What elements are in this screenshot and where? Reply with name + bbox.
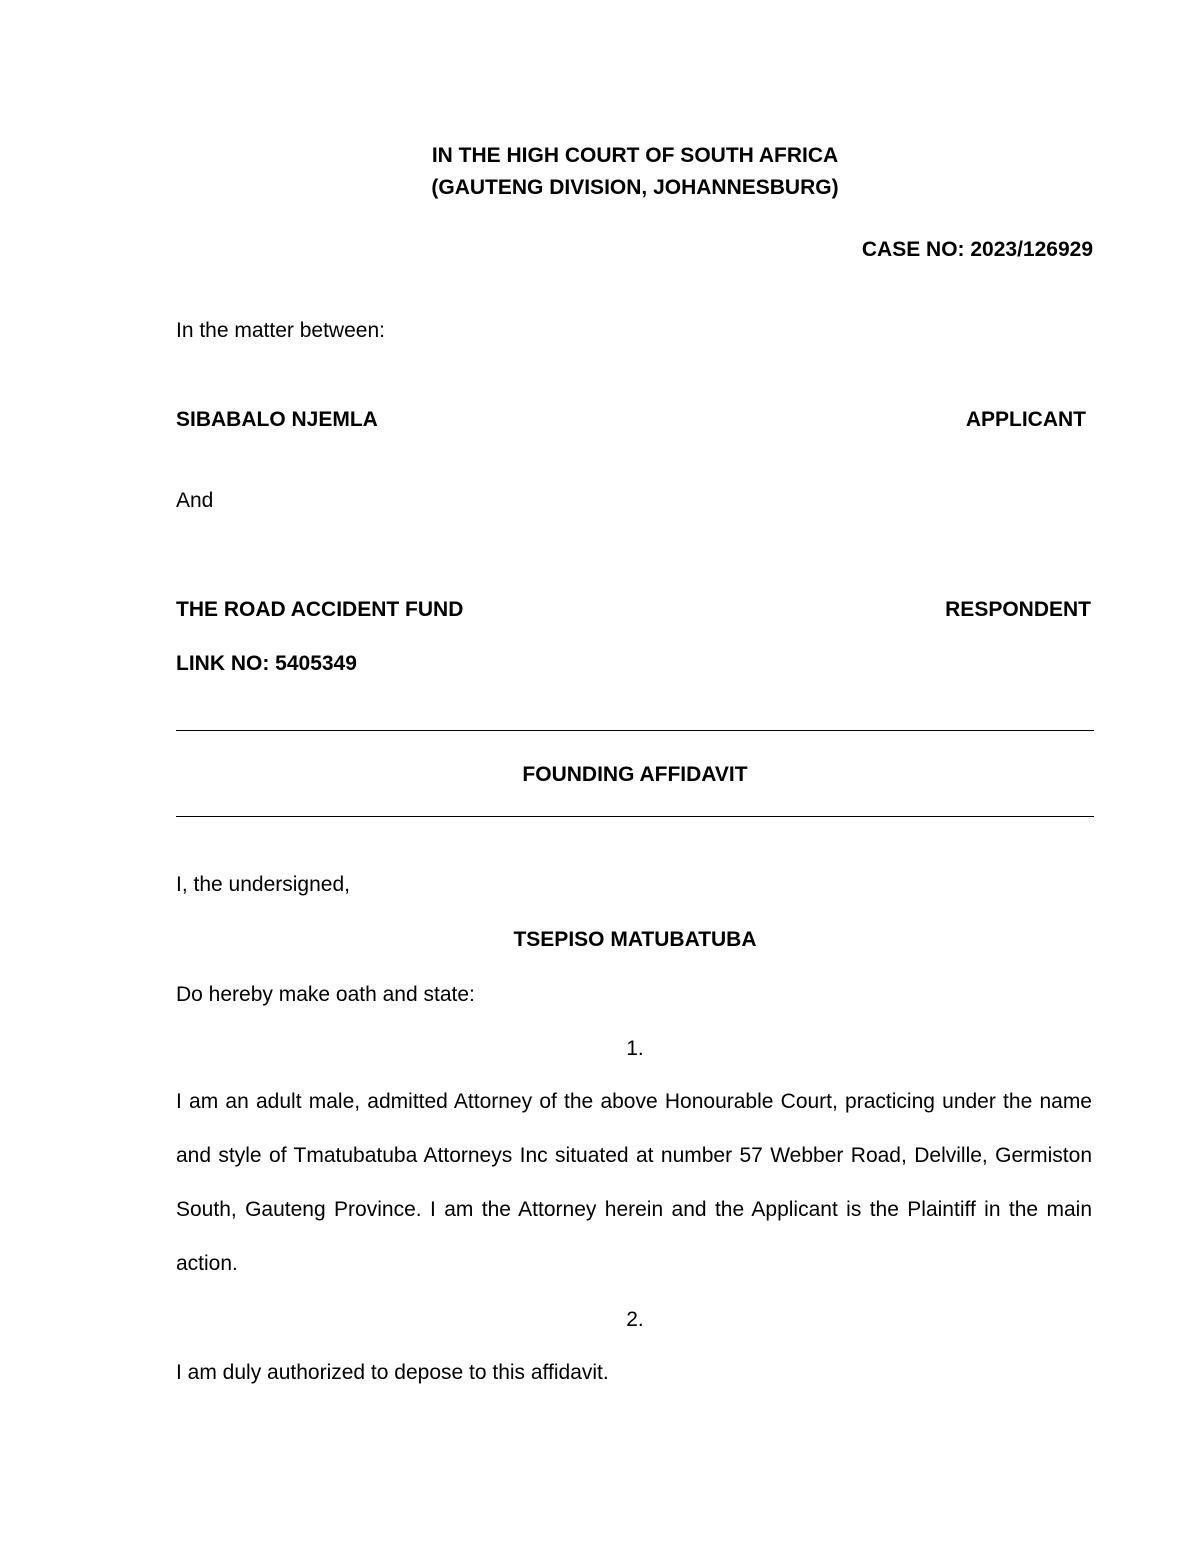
- undersigned-label: I, the undersigned,: [176, 873, 350, 896]
- case-number: CASE NO: 2023/126929: [861, 238, 1093, 261]
- title-rule-bottom: [176, 816, 1094, 817]
- oath-statement: Do hereby make oath and state:: [176, 983, 475, 1006]
- applicant-name: SIBABALO NJEMLA: [176, 408, 378, 431]
- paragraph-number-2: 2.: [626, 1308, 644, 1331]
- matter-between-label: In the matter between:: [176, 319, 385, 342]
- link-number: LINK NO: 5405349: [176, 652, 357, 675]
- court-heading-line1: IN THE HIGH COURT OF SOUTH AFRICA: [431, 144, 839, 167]
- document-title: FOUNDING AFFIDAVIT: [522, 763, 748, 786]
- paragraph-number-1: 1.: [626, 1037, 644, 1060]
- and-label: And: [176, 489, 214, 512]
- applicant-role: APPLICANT: [965, 408, 1086, 431]
- respondent-role: RESPONDENT: [945, 598, 1091, 621]
- paragraph-text-2: I am duly authorized to depose to this affidavit.: [176, 1361, 609, 1384]
- paragraph-text-1: I am an adult male, admitted Attorney of the above Honourable Court, practicing under the name and style of Tmatubatuba Attorneys Inc situated at number 57 Webber Road, Delville, Germiston South, Gauteng Province. I am the Attorney herein and the Applicant is the Plaintiff in the main action.: [176, 1090, 1092, 1275]
- deponent-name: TSEPISO MATUBATUBA: [513, 928, 757, 951]
- title-rule-top: [176, 730, 1094, 731]
- court-heading-line2: (GAUTENG DIVISION, JOHANNESBURG): [431, 176, 839, 199]
- respondent-name: THE ROAD ACCIDENT FUND: [176, 598, 464, 621]
